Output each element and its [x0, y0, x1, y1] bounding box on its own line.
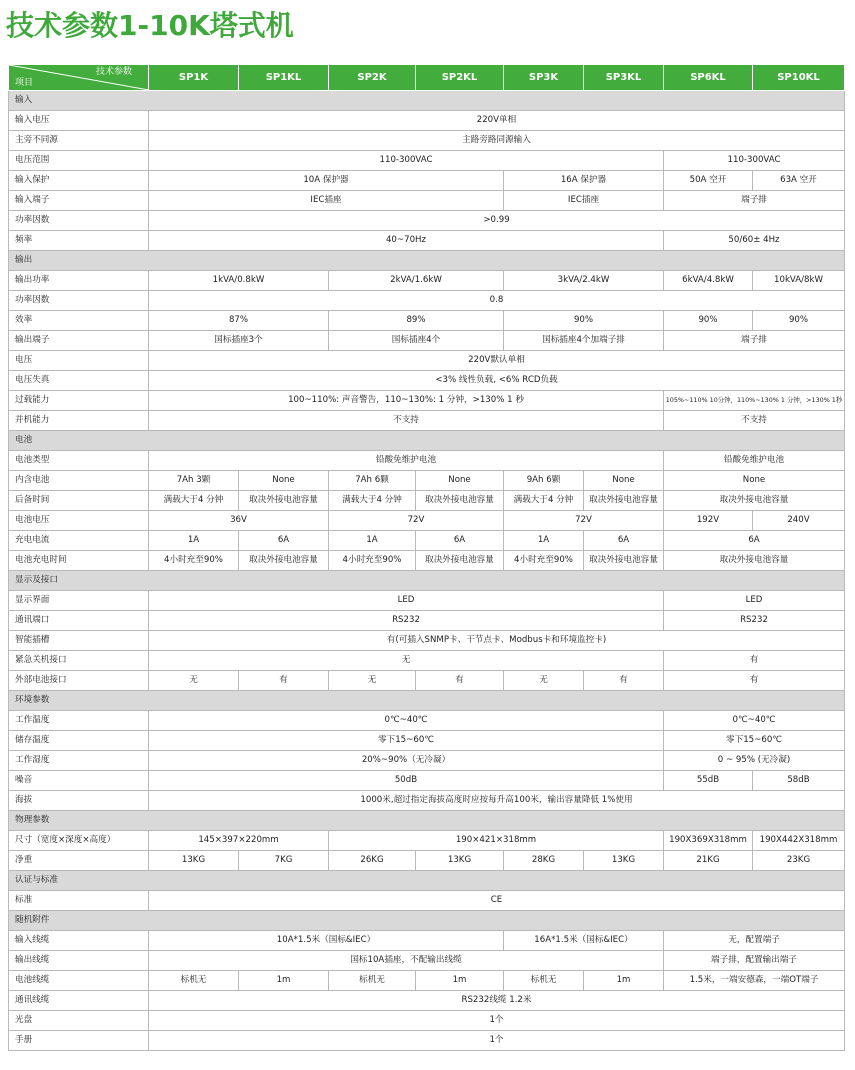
spec-row [9, 231, 845, 251]
value-cell: 9Ah 6颗 [504, 471, 584, 491]
section-header-row [9, 871, 845, 891]
value-cell: 36V [149, 511, 329, 531]
spec-table-body [9, 91, 845, 1051]
section-header-row [9, 691, 845, 711]
value-cell: 89% [329, 311, 504, 331]
spec-row [9, 291, 845, 311]
value-cell: 100~110%: 声音警告，110~130%: 1 分钟，>130% 1 秒 [149, 391, 664, 411]
spec-row [9, 971, 845, 991]
value-cell: 26KG [329, 851, 416, 871]
value-cell: 有 [416, 671, 504, 691]
value-cell: 取决外接电池容量 [584, 491, 664, 511]
header-corner-top: 技术参数 [95, 67, 132, 77]
value-cell: 13KG [149, 851, 239, 871]
row-label: 电池电压 [9, 511, 149, 531]
page-title: 技术参数1-10K塔式机 [6, 9, 294, 42]
spec-row [9, 631, 845, 651]
spec-row [9, 1031, 845, 1051]
value-cell: 铅酸免维护电池 [149, 451, 664, 471]
section-header-row [9, 911, 845, 931]
row-label: 充电电流 [9, 531, 149, 551]
value-cell: 16A*1.5米（国标&IEC） [504, 931, 664, 951]
value-cell: 40~70Hz [149, 231, 664, 251]
value-cell: 0.8 [149, 291, 845, 311]
spec-row [9, 171, 845, 191]
row-label: 后备时间 [9, 491, 149, 511]
value-cell: IEC插座 [504, 191, 664, 211]
spec-row [9, 131, 845, 151]
row-label: 尺寸（宽度×深度×高度） [9, 831, 149, 851]
row-label: 输出端子 [9, 331, 149, 351]
value-cell: 1个 [149, 1031, 845, 1051]
row-label: 电压失真 [9, 371, 149, 391]
spec-row [9, 771, 845, 791]
value-cell: 23KG [753, 851, 845, 871]
value-cell: 190X442X318mm [753, 831, 845, 851]
value-cell: LED [664, 591, 845, 611]
row-label: 工作湿度 [9, 751, 149, 771]
value-cell: 1000米,超过指定海拔高度时应按每升高100米，输出容量降低 1%使用 [149, 791, 845, 811]
value-cell: 取决外接电池容量 [239, 551, 329, 571]
row-label: 净重 [9, 851, 149, 871]
value-cell: 4小时充至90% [149, 551, 239, 571]
row-label: 功率因数 [9, 291, 149, 311]
row-label: 电池充电时间 [9, 551, 149, 571]
value-cell: 110-300VAC [149, 151, 664, 171]
spec-table [8, 64, 845, 1051]
value-cell: 1m [416, 971, 504, 991]
value-cell: None [416, 471, 504, 491]
value-cell: 1个 [149, 1011, 845, 1031]
value-cell: CE [149, 891, 845, 911]
spec-row [9, 831, 845, 851]
spec-row [9, 211, 845, 231]
spec-row [9, 851, 845, 871]
spec-row [9, 471, 845, 491]
value-cell: 13KG [584, 851, 664, 871]
row-label: 频率 [9, 231, 149, 251]
value-cell: 不支持 [149, 411, 664, 431]
model-header: SP6KL [664, 65, 753, 91]
row-label: 外部电池接口 [9, 671, 149, 691]
value-cell: 7KG [239, 851, 329, 871]
spec-row [9, 111, 845, 131]
row-label: 紧急关机接口 [9, 651, 149, 671]
value-cell: 无 [329, 671, 416, 691]
value-cell: 4小时充至90% [329, 551, 416, 571]
value-cell: 220V单相 [149, 111, 845, 131]
value-cell: 满载大于4 分钟 [504, 491, 584, 511]
value-cell: 105%~110% 10分钟，110%~130% 1 分钟，>130% 1秒 [664, 391, 845, 411]
value-cell: 6A [239, 531, 329, 551]
spec-row [9, 311, 845, 331]
value-cell: 国标10A插座，不配输出线缆 [149, 951, 664, 971]
section-header-row [9, 811, 845, 831]
value-cell: 1A [149, 531, 239, 551]
value-cell: 无，配置端子 [664, 931, 845, 951]
row-label: 光盘 [9, 1011, 149, 1031]
section-title: 电池 [9, 431, 845, 451]
value-cell: 标机无 [149, 971, 239, 991]
row-label: 输入电压 [9, 111, 149, 131]
value-cell: 90% [753, 311, 845, 331]
value-cell: 0℃~40℃ [149, 711, 664, 731]
spec-row [9, 331, 845, 351]
spec-row [9, 951, 845, 971]
value-cell: 0℃~40℃ [664, 711, 845, 731]
value-cell: 1m [584, 971, 664, 991]
value-cell: 端子排 [664, 191, 845, 211]
value-cell: 国标插座4个 [329, 331, 504, 351]
spec-row [9, 391, 845, 411]
value-cell: 取决外接电池容量 [664, 551, 845, 571]
value-cell: 不支持 [664, 411, 845, 431]
value-cell: 6A [664, 531, 845, 551]
model-header: SP2K [329, 65, 416, 91]
value-cell: 有 [239, 671, 329, 691]
value-cell: None [584, 471, 664, 491]
model-header: SP3K [504, 65, 584, 91]
value-cell: RS232 [664, 611, 845, 631]
row-label: 手册 [9, 1031, 149, 1051]
value-cell: 取决外接电池容量 [584, 551, 664, 571]
spec-row [9, 151, 845, 171]
value-cell: 50/60± 4Hz [664, 231, 845, 251]
spec-row [9, 651, 845, 671]
section-header-row [9, 571, 845, 591]
row-label: 电压 [9, 351, 149, 371]
header-corner-cell [9, 65, 149, 91]
section-title: 环境参数 [9, 691, 845, 711]
row-label: 工作温度 [9, 711, 149, 731]
spec-row [9, 931, 845, 951]
value-cell: 190X369X318mm [664, 831, 753, 851]
row-label: 并机能力 [9, 411, 149, 431]
value-cell: 无 [504, 671, 584, 691]
value-cell: 190×421×318mm [329, 831, 664, 851]
section-header-row [9, 431, 845, 451]
value-cell: 58dB [753, 771, 845, 791]
spec-row [9, 611, 845, 631]
spec-row [9, 491, 845, 511]
value-cell: 220V默认单相 [149, 351, 845, 371]
spec-row [9, 371, 845, 391]
value-cell: 3kVA/2.4kW [504, 271, 664, 291]
row-label: 输入线缆 [9, 931, 149, 951]
row-label: 噪音 [9, 771, 149, 791]
value-cell: 有 [664, 651, 845, 671]
value-cell: 满载大于4 分钟 [149, 491, 239, 511]
spec-row [9, 731, 845, 751]
value-cell: 端子排，配置输出端子 [664, 951, 845, 971]
value-cell: 6kVA/4.8kW [664, 271, 753, 291]
value-cell: 10A*1.5米（国标&IEC） [149, 931, 504, 951]
value-cell: 1A [504, 531, 584, 551]
value-cell: 无 [149, 671, 239, 691]
row-label: 功率因数 [9, 211, 149, 231]
value-cell: 1m [239, 971, 329, 991]
row-label: 输出线缆 [9, 951, 149, 971]
model-header: SP10KL [753, 65, 845, 91]
value-cell: 16A 保护器 [504, 171, 664, 191]
value-cell: 7Ah 3颗 [149, 471, 239, 491]
value-cell: 110-300VAC [664, 151, 845, 171]
value-cell: 1kVA/0.8kW [149, 271, 329, 291]
value-cell: 10A 保护器 [149, 171, 504, 191]
spec-row [9, 711, 845, 731]
row-label: 海拔 [9, 791, 149, 811]
value-cell: 192V [664, 511, 753, 531]
row-label: 过载能力 [9, 391, 149, 411]
spec-row [9, 1011, 845, 1031]
value-cell: 取决外接电池容量 [416, 551, 504, 571]
value-cell: 2kVA/1.6kW [329, 271, 504, 291]
value-cell: 240V [753, 511, 845, 531]
value-cell: 7Ah 6颗 [329, 471, 416, 491]
value-cell: 铅酸免维护电池 [664, 451, 845, 471]
row-label: 通讯线缆 [9, 991, 149, 1011]
model-header: SP3KL [584, 65, 664, 91]
spec-row [9, 671, 845, 691]
spec-row [9, 751, 845, 771]
spec-row [9, 891, 845, 911]
row-label: 电池类型 [9, 451, 149, 471]
value-cell: 满载大于4 分钟 [329, 491, 416, 511]
model-header: SP1K [149, 65, 239, 91]
value-cell: 取决外接电池容量 [664, 491, 845, 511]
value-cell: 取决外接电池容量 [239, 491, 329, 511]
row-label: 输入保护 [9, 171, 149, 191]
value-cell: 50dB [149, 771, 664, 791]
row-label: 效率 [9, 311, 149, 331]
section-title: 输入 [9, 91, 845, 111]
spec-row [9, 511, 845, 531]
value-cell: 6A [584, 531, 664, 551]
value-cell: 取决外接电池容量 [416, 491, 504, 511]
row-label: 输出功率 [9, 271, 149, 291]
spec-row [9, 591, 845, 611]
value-cell: 6A [416, 531, 504, 551]
value-cell: 1.5米，一端安德森，一端OT端子 [664, 971, 845, 991]
model-header: SP1KL [239, 65, 329, 91]
value-cell: 零下15~60℃ [149, 731, 664, 751]
value-cell: >0.99 [149, 211, 845, 231]
value-cell: 90% [504, 311, 664, 331]
spec-row [9, 191, 845, 211]
value-cell: 145×397×220mm [149, 831, 329, 851]
spec-row [9, 551, 845, 571]
row-label: 储存温度 [9, 731, 149, 751]
value-cell: 63A 空开 [753, 171, 845, 191]
value-cell: 20%~90%（无冷凝） [149, 751, 664, 771]
value-cell: 72V [329, 511, 504, 531]
spec-row [9, 531, 845, 551]
header-row [9, 65, 845, 91]
value-cell: 国标插座4个加端子排 [504, 331, 664, 351]
row-label: 输入端子 [9, 191, 149, 211]
section-title: 物理参数 [9, 811, 845, 831]
row-label: 电压范围 [9, 151, 149, 171]
value-cell: 21KG [664, 851, 753, 871]
value-cell: <3% 线性负载, <6% RCD负载 [149, 371, 845, 391]
spec-row [9, 451, 845, 471]
spec-row [9, 791, 845, 811]
row-label: 显示界面 [9, 591, 149, 611]
row-label: 智能插槽 [9, 631, 149, 651]
row-label: 通讯端口 [9, 611, 149, 631]
value-cell: 0 ~ 95% (无冷凝) [664, 751, 845, 771]
value-cell: 87% [149, 311, 329, 331]
value-cell: 10kVA/8kW [753, 271, 845, 291]
value-cell: RS232 [149, 611, 664, 631]
section-title: 输出 [9, 251, 845, 271]
section-title: 认证与标准 [9, 871, 845, 891]
section-header-row [9, 91, 845, 111]
row-label: 标准 [9, 891, 149, 911]
spec-row [9, 271, 845, 291]
section-title: 随机附件 [9, 911, 845, 931]
value-cell: 零下15~60℃ [664, 731, 845, 751]
value-cell: LED [149, 591, 664, 611]
value-cell: 13KG [416, 851, 504, 871]
value-cell: 1A [329, 531, 416, 551]
value-cell: 28KG [504, 851, 584, 871]
spec-row [9, 351, 845, 371]
value-cell: 50A 空开 [664, 171, 753, 191]
value-cell: 标机无 [504, 971, 584, 991]
row-label: 主旁不同源 [9, 131, 149, 151]
header-corner-bottom: 项目 [15, 78, 34, 88]
value-cell: 有 [584, 671, 664, 691]
value-cell: 4小时充至90% [504, 551, 584, 571]
value-cell: 有(可插入SNMP卡、干节点卡、Modbus卡和环境监控卡) [149, 631, 845, 651]
value-cell: 72V [504, 511, 664, 531]
section-title: 显示及接口 [9, 571, 845, 591]
value-cell: 无 [149, 651, 664, 671]
spec-row [9, 991, 845, 1011]
value-cell: None [664, 471, 845, 491]
value-cell: 主路旁路同源输入 [149, 131, 845, 151]
value-cell: 90% [664, 311, 753, 331]
value-cell: 55dB [664, 771, 753, 791]
value-cell: 国标插座3个 [149, 331, 329, 351]
model-header: SP2KL [416, 65, 504, 91]
row-label: 内含电池 [9, 471, 149, 491]
value-cell: RS232线缆 1.2米 [149, 991, 845, 1011]
spec-row [9, 411, 845, 431]
value-cell: None [239, 471, 329, 491]
section-header-row [9, 251, 845, 271]
value-cell: 端子排 [664, 331, 845, 351]
value-cell: 标机无 [329, 971, 416, 991]
value-cell: 有 [664, 671, 845, 691]
value-cell: IEC插座 [149, 191, 504, 211]
row-label: 电池线缆 [9, 971, 149, 991]
